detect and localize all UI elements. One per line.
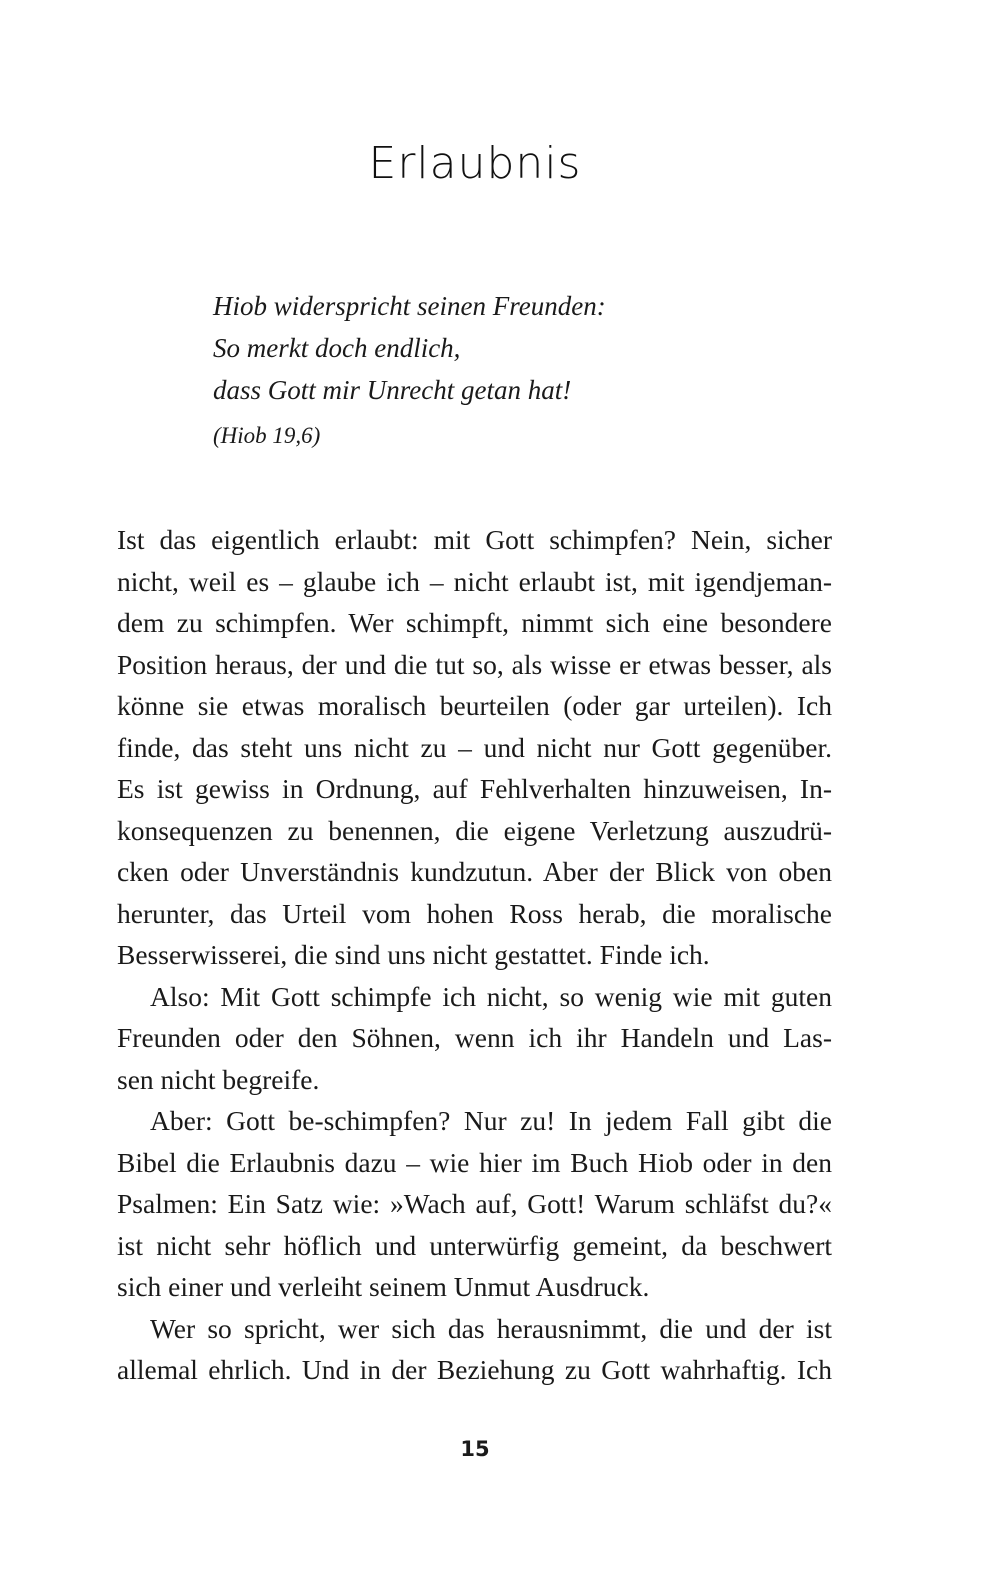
paragraph xyxy=(117,1100,832,1308)
paragraph xyxy=(117,1308,832,1391)
epigraph-line: Hiob widerspricht seinen Freunden: xyxy=(213,291,606,321)
paragraph xyxy=(117,519,832,976)
text-line: nicht, weil es – glaube ich – nicht erlaubt ist, mit igendjeman- xyxy=(117,565,832,597)
text-line: sen nicht begreife. xyxy=(117,1063,320,1095)
text-line: sich einer und verleiht seinem Unmut Ausdruck. xyxy=(117,1271,650,1302)
text-line: herunter, das Urteil vom hohen Ross herab, die moralische xyxy=(117,897,832,929)
text-line: Position heraus, der und die tut so, als wisse er etwas besser, als xyxy=(117,648,832,680)
text-line: Es ist gewiss in Ordnung, auf Fehlverhalten hinzuweisen, In- xyxy=(117,773,832,804)
text-line: konsequenzen zu benennen, die eigene Verletzung auszudrü- xyxy=(117,814,832,846)
text-line: Ist das eigentlich erlaubt: mit Gott schimpfen? Nein, sicher xyxy=(117,524,832,555)
text-line: Aber: Gott be-schimpfen? Nur zu! In jedem Fall gibt die xyxy=(150,1105,832,1136)
chapter-title: Erlaubnis xyxy=(368,138,582,189)
text-line: Freunden oder den Söhnen, wenn ich ihr Handeln und Las- xyxy=(117,1022,832,1053)
text-line: ist nicht sehr höflich und unterwürfig gemeint, da beschwert xyxy=(117,1229,832,1261)
epigraph-source: (Hiob 19,6) xyxy=(213,423,321,448)
text-line: Wer so spricht, wer sich das herausnimmt, die und der ist xyxy=(150,1312,832,1344)
text-line: könne sie etwas moralisch beurteilen (oder gar urteilen). Ich xyxy=(117,690,832,721)
body-text xyxy=(117,519,832,1391)
epigraph xyxy=(213,285,606,457)
epigraph-line: dass Gott mir Unrecht getan hat! xyxy=(213,375,572,405)
text-line: allemal ehrlich. Und in der Beziehung zu Gott wahrhaftig. Ich xyxy=(117,1354,832,1385)
text-line: dem zu schimpfen. Wer schimpft, nimmt sich eine besondere xyxy=(117,607,832,638)
text-line: Besserwisserei, die sind uns nicht gestattet. Finde ich. xyxy=(117,939,710,970)
epigraph-line: So merkt doch endlich, xyxy=(213,333,461,363)
text-line: finde, das steht uns nicht zu – und nicht nur Gott gegenüber. xyxy=(117,731,832,763)
text-line: Psalmen: Ein Satz wie: »Wach auf, Gott! Warum schläfst du?« xyxy=(117,1188,832,1219)
text-line: cken oder Unverständnis kundzutun. Aber der Blick von oben xyxy=(117,856,832,887)
page-number: 15 xyxy=(460,1437,490,1461)
paragraph xyxy=(117,976,832,1101)
text-line: Bibel die Erlaubnis dazu – wie hier im Buch Hiob oder in den xyxy=(117,1146,832,1178)
text-line: Also: Mit Gott schimpfe ich nicht, so wenig wie mit guten xyxy=(150,980,832,1012)
